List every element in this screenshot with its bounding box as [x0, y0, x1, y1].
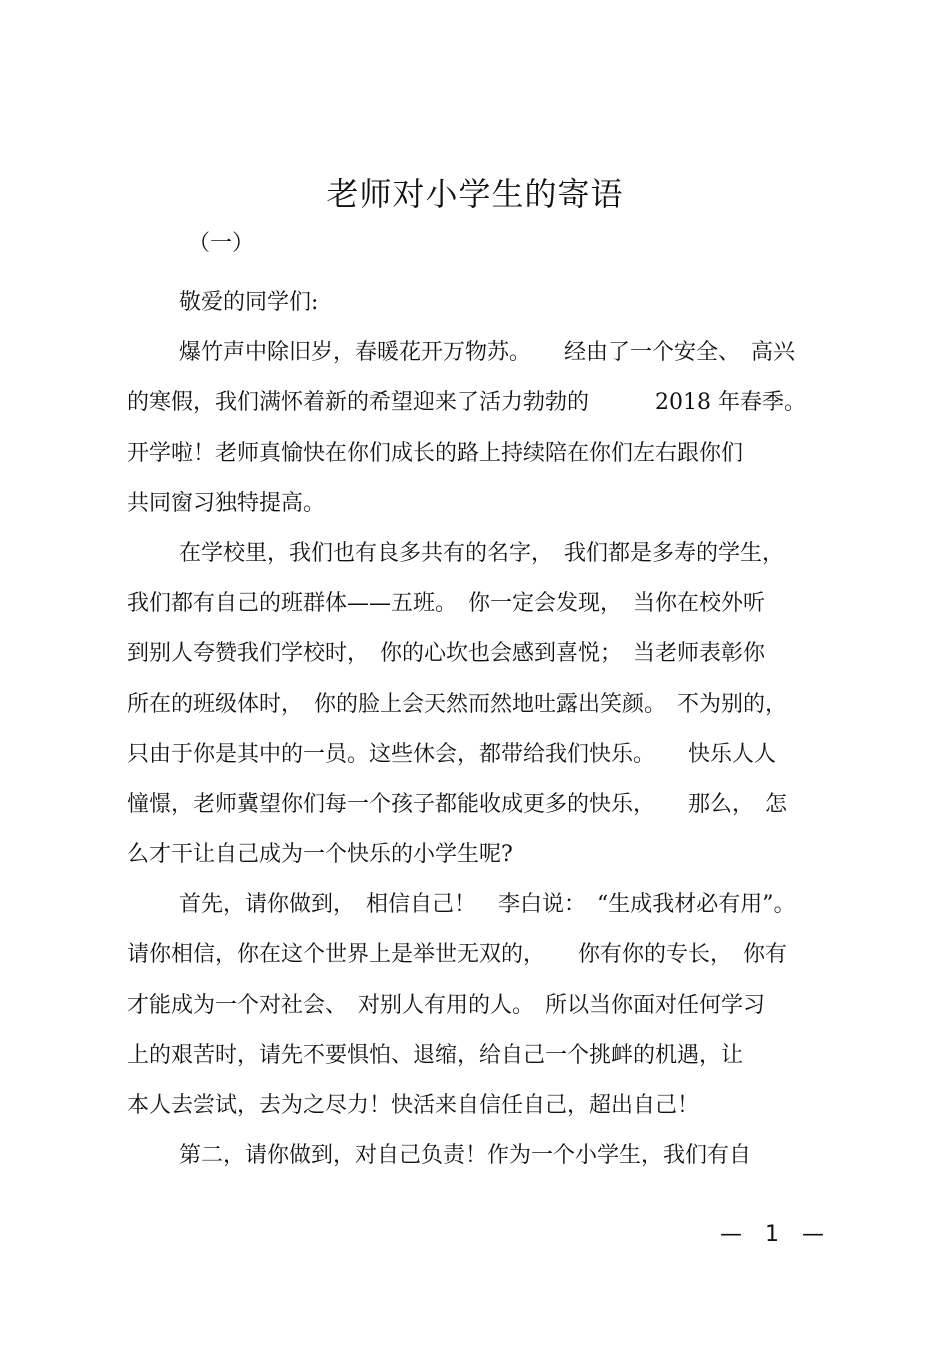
paragraph-line: 只由于你是其中的一员。这些休会，都带给我们快乐。 快乐人人 [127, 741, 777, 767]
paragraph-line: 么才干让自己成为一个快乐的小学生呢? [127, 842, 513, 868]
document-body [127, 278, 832, 1181]
paragraph-line: 敬爱的同学们: [179, 290, 319, 315]
paragraph-line: 爆竹声中除旧岁，春暖花开万物苏。 经由了一个安全、 高兴 [179, 340, 796, 366]
paragraph-line: 到别人夸赞我们学校时， 你的心坎也会感到喜悦； 当老师表彰你 [127, 641, 766, 667]
paragraph-line: 请你相信，你在这个世界上是举世无双的， 你有你的专长， 你有 [127, 942, 788, 968]
paragraph-line: 才能成为一个对社会、 对别人有用的人。 所以当你面对任何学习 [127, 992, 766, 1018]
paragraph-line: 的寒假，我们满怀着新的希望迎来了活力勃勃的 2018 年春季。 [127, 390, 806, 416]
paragraph-line: 首先，请你做到， 相信自己！ 李白说： “生成我材必有用”。 [179, 892, 796, 918]
paragraph-line: 憧憬，老师冀望你们每一个孩子都能收成更多的快乐， 那么， 怎 [127, 791, 788, 817]
section-number: （一） [188, 231, 255, 256]
paragraph-line: 共同窗习独特提高。 [127, 490, 326, 516]
paragraph-line: 在学校里，我们也有良多共有的名字， 我们都是多寿的学生， [179, 540, 785, 566]
paragraph-line: 开学啦！老师真愉快在你们成长的路上持续陪在你们左右跟你们 [127, 440, 744, 466]
paragraph-line: 本人去尝试，去为之尽力！快活来自信任自己，超出自己！ [127, 1093, 700, 1118]
paragraph-line: 第二，请你做到，对自己负责！作为一个小学生，我们有自 [179, 1143, 752, 1169]
paragraph-line: 我们都有自己的班群体——五班。 你一定会发现， 当你在校外听 [127, 591, 766, 617]
paragraph-line: 所在的班级体时， 你的脸上会天然而然地吐露出笑颜。 不为别的， [127, 691, 788, 717]
page-number: — 1 — [720, 1222, 832, 1247]
paragraph-line: 上的艰苦时，请先不要惧怕、退缩，给自己一个挑衅的机遇，让 [127, 1042, 744, 1068]
document-title: 老师对小学生的寄语 [326, 175, 624, 213]
